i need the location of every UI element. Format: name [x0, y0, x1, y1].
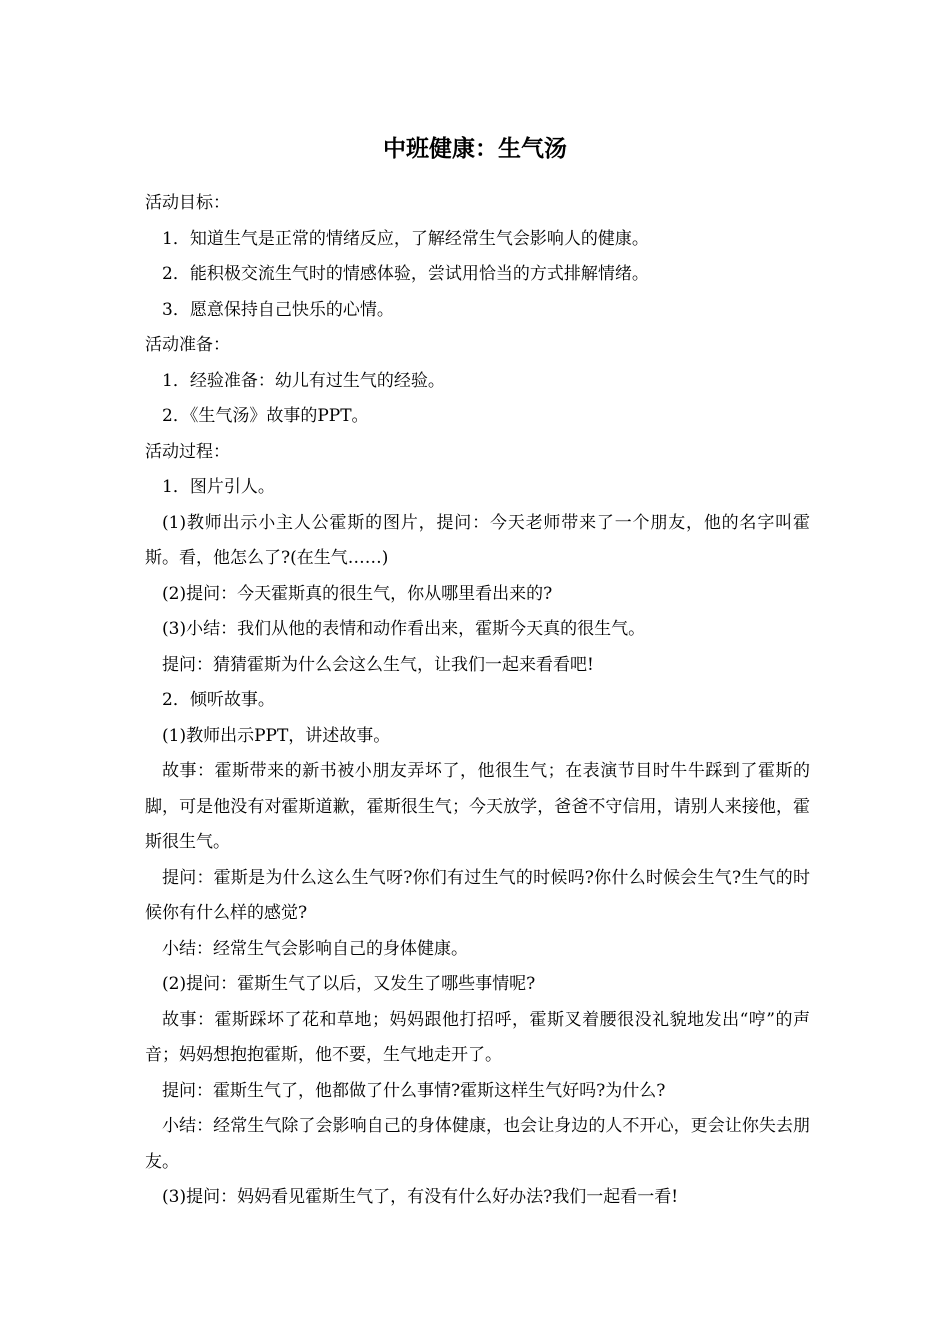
section-heading-preparation: 活动准备： — [145, 335, 230, 355]
paragraph: (3)小结：我们从他的表情和动作看出来，霍斯今天真的很生气。 — [162, 619, 646, 639]
paragraph: 故事：霍斯带来的新书被小朋友弄坏了，他很生气；在表演节目时牛牛踩到了霍斯的脚，可是他没有对霍斯道歉，霍斯很生气；今天放学，爸爸不守信用，请别人来接他，霍斯很生气。 — [145, 761, 810, 852]
paragraph: (2)提问：霍斯生气了以后，又发生了哪些事情呢? — [162, 974, 536, 994]
paragraph: 小结：经常生气除了会影响自己的身体健康，也会让身边的人不开心，更会让你失去朋友。 — [145, 1116, 810, 1172]
paragraph: 2．能积极交流生气时的情感体验，尝试用恰当的方式排解情绪。 — [162, 264, 649, 284]
paragraph: (3)提问：妈妈看见霍斯生气了，有没有什么好办法?我们一起看一看! — [162, 1187, 679, 1207]
paragraph: 1．知道生气是正常的情绪反应，了解经常生气会影响人的健康。 — [162, 228, 649, 249]
paragraph: 3．愿意保持自己快乐的心情。 — [162, 299, 394, 320]
page-title: 中班健康：生气汤 — [383, 136, 567, 162]
paragraph: 2．《生气汤》故事的PPT。 — [162, 406, 369, 426]
paragraph: 提问：霍斯生气了，他都做了什么事情?霍斯这样生气好吗?为什么? — [162, 1080, 666, 1101]
paragraph: (1)教师出示小主人公霍斯的图片，提问：今天老师带来了一个朋友，他的名字叫霍斯。看，他怎么了?(在生气……) — [145, 512, 810, 568]
paragraph: 1．图片引人。 — [162, 477, 275, 497]
section-heading-process: 活动过程： — [145, 441, 230, 462]
paragraph: (1)教师出示PPT，讲述故事。 — [162, 725, 391, 746]
paragraph: 提问：猜猜霍斯为什么会这么生气，让我们一起来看看吧! — [162, 654, 594, 675]
document-body — [145, 186, 810, 1216]
paragraph: 2．倾听故事。 — [162, 690, 275, 710]
paragraph: 小结：经常生气会影响自己的身体健康。 — [162, 938, 468, 959]
paragraph: 故事：霍斯踩坏了花和草地；妈妈跟他打招呼，霍斯叉着腰很没礼貌地发出“哼”的声音；妈妈想抱抱霍斯，他不要，生气地走开了。 — [145, 1009, 810, 1065]
paragraph: (2)提问：今天霍斯真的很生气，你从哪里看出来的? — [162, 583, 553, 604]
paragraph: 提问：霍斯是为什么这么生气呀?你们有过生气的时候吗?你什么时候会生气?生气的时候你有什么样的感觉? — [145, 867, 810, 923]
section-heading-goals: 活动目标： — [145, 193, 230, 213]
paragraph: 1．经验准备：幼儿有过生气的经验。 — [162, 370, 445, 391]
